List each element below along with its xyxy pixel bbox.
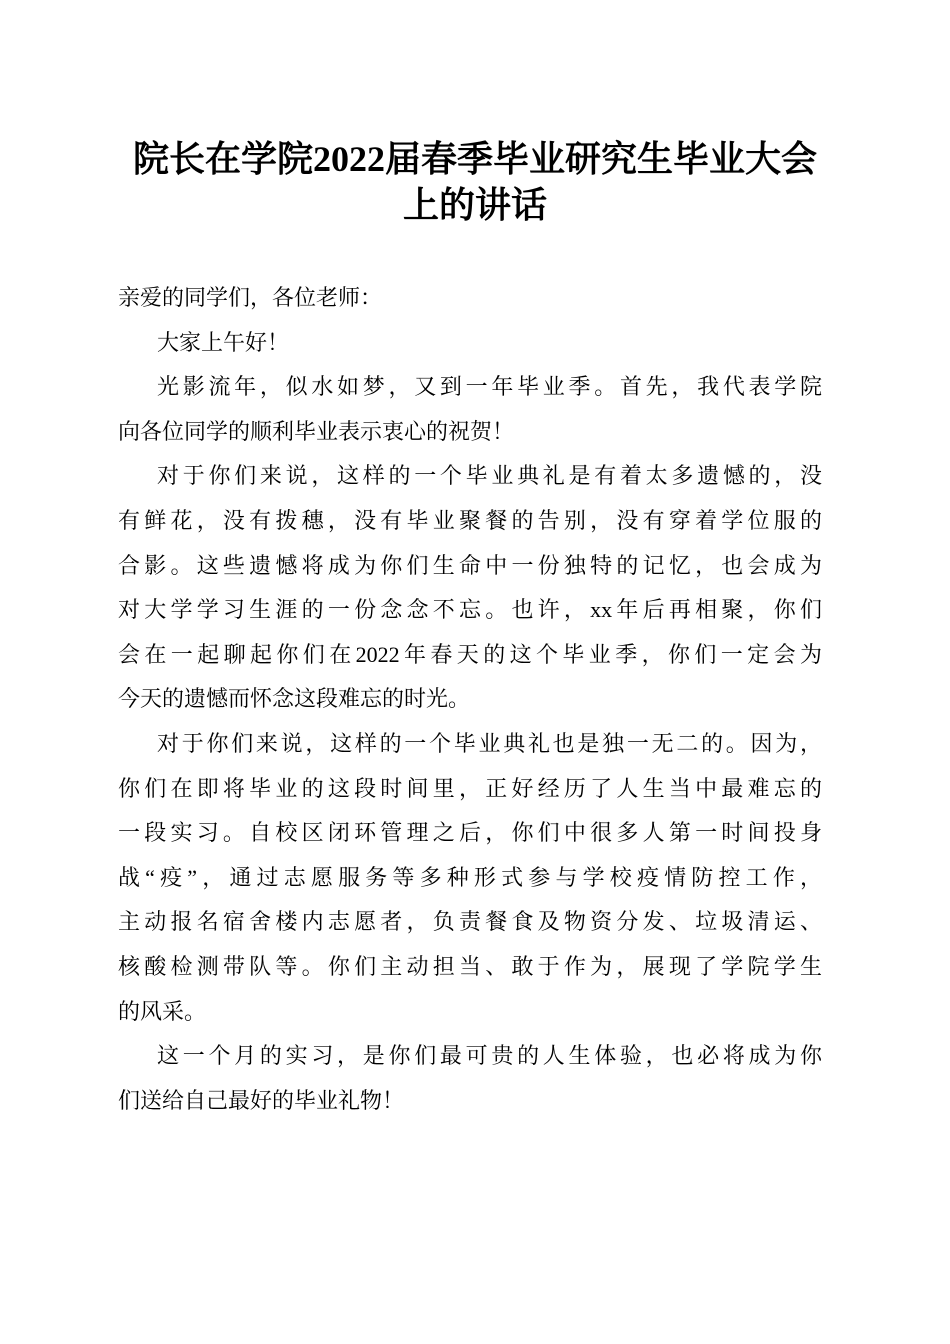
paragraph-line: 一段实习。自校区闭环管理之后，你们中很多人第一时间投身	[118, 820, 822, 846]
paragraph-line: 这一个月的实习，是你们最可贵的人生体验，也必将成为你	[157, 1043, 822, 1069]
paragraph-line: 对于你们来说，这样的一个毕业典礼是有着太多遗憾的，没	[157, 463, 822, 489]
paragraph-line: 合影。这些遗憾将成为你们生命中一份独特的记忆，也会成为	[118, 552, 822, 578]
paragraph-line: 战“疫”，通过志愿服务等多种形式参与学校疫情防控工作，	[118, 864, 822, 890]
paragraph-line: 主动报名宿舍楼内志愿者，负责餐食及物资分发、垃圾清运、	[118, 909, 822, 935]
paragraph	[118, 1034, 822, 1123]
paragraph	[118, 365, 822, 454]
paragraph-line: 亲爱的同学们，各位老师：	[118, 285, 383, 310]
title-line: 院长在学院2022届春季毕业研究生毕业大会	[132, 139, 817, 179]
paragraph	[118, 321, 822, 366]
paragraph-line: 对于你们来说，这样的一个毕业典礼也是独一无二的。因为，	[157, 730, 822, 756]
paragraph-line: 向各位同学的顺利毕业表示衷心的祝贺！	[118, 418, 515, 444]
paragraph-line: 核酸检测带队等。你们主动担当、敢于作为，展现了学院学生	[118, 953, 822, 979]
paragraph-line: 你们在即将毕业的这段时间里，正好经历了人生当中最难忘的	[118, 775, 822, 801]
paragraph-line: 有鲜花，没有拨穗，没有毕业聚餐的告别，没有穿着学位服的	[118, 507, 822, 533]
paragraph-line: 的风采。	[118, 998, 207, 1024]
salutation	[118, 276, 822, 321]
paragraph-line: 们送给自己最好的毕业礼物！	[118, 1087, 405, 1113]
document-body	[118, 276, 822, 1123]
paragraph-line: 会在一起聊起你们在2022年春天的这个毕业季，你们一定会为	[118, 641, 822, 667]
paragraph-line: 光影流年，似水如梦，又到一年毕业季。首先，我代表学院	[157, 374, 822, 400]
document-title	[100, 136, 850, 228]
title-line: 上的讲话	[402, 185, 547, 225]
paragraph	[118, 454, 822, 722]
paragraph-line: 今天的遗憾而怀念这段难忘的时光。	[118, 686, 471, 712]
paragraph	[118, 722, 822, 1034]
paragraph-line: 大家上午好！	[157, 329, 290, 355]
paragraph-line: 对大学学习生涯的一份念念不忘。也许，xx年后再相聚，你们	[118, 597, 822, 623]
